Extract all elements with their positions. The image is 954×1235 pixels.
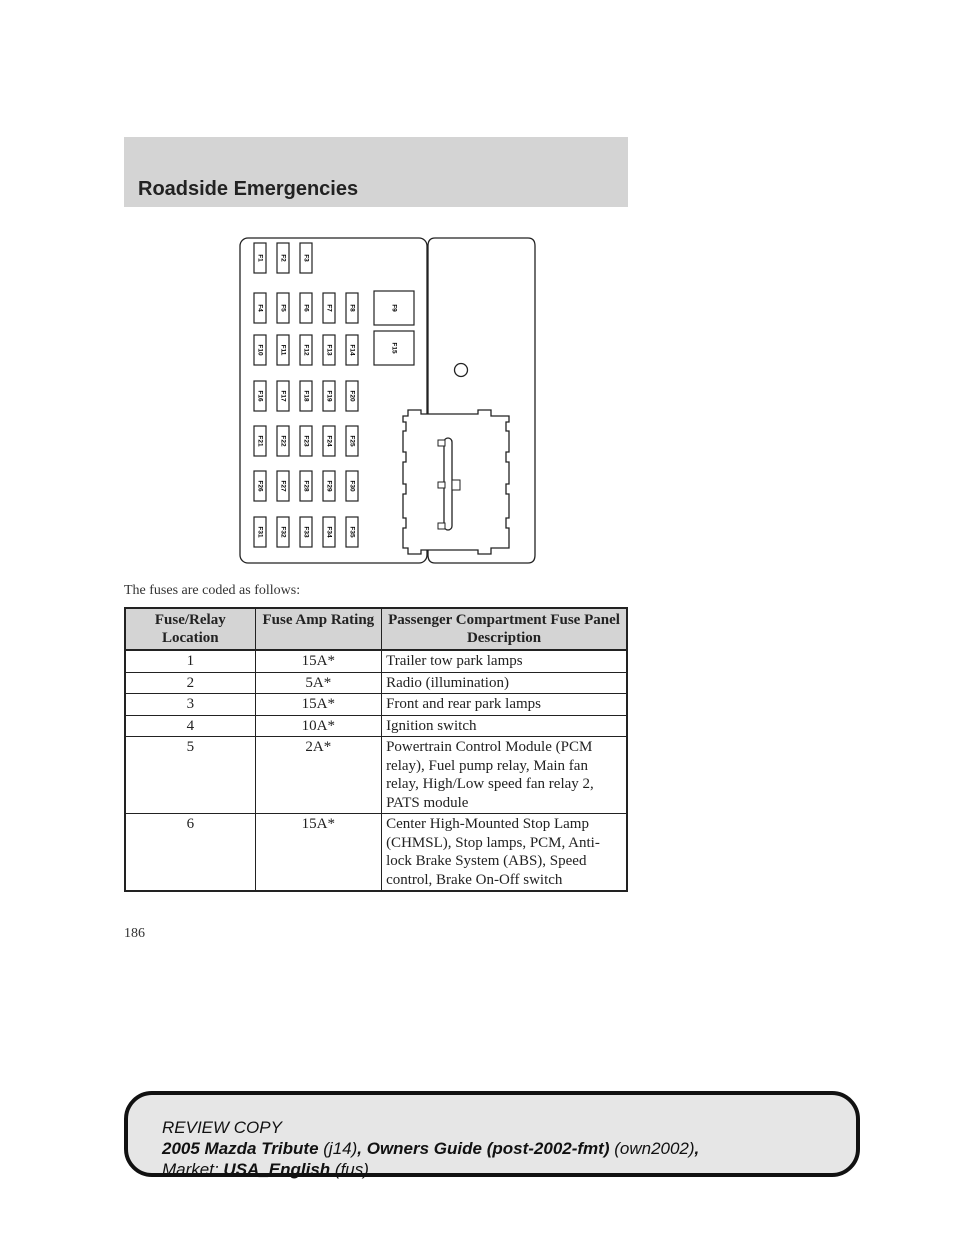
fuse-slot [323, 335, 335, 365]
fuse-label: F27 [279, 480, 287, 492]
connector-pin [438, 523, 445, 529]
fuse-table [124, 607, 628, 892]
fuse-slot [254, 335, 266, 365]
page-number: 186 [124, 926, 145, 941]
fuse-label: F28 [302, 480, 310, 492]
fuse-slot [346, 471, 358, 501]
fuse-slot [277, 243, 289, 273]
fuse-label: F18 [302, 390, 310, 402]
cell-description: Radio (illumination) [382, 672, 627, 694]
fuse-label: F5 [279, 304, 287, 312]
review-copy-footer [124, 1091, 860, 1177]
header-description: Passenger Compartment Fuse Panel Description [382, 608, 627, 650]
section-title: Roadside Emergencies [138, 178, 359, 200]
market-code: (fus) [334, 1160, 369, 1179]
guide-name: , Owners Guide (post-2002-fmt) [357, 1139, 610, 1158]
table-row [125, 814, 627, 892]
table-row [125, 715, 627, 737]
fuse-slot [277, 335, 289, 365]
fuse-label: F12 [302, 344, 310, 356]
fuse-slot [254, 381, 266, 411]
relay-label: F9 [390, 304, 398, 312]
fuse-slot [323, 381, 335, 411]
intro-text: The fuses are coded as follows: [124, 583, 301, 598]
cell-location: 4 [125, 715, 255, 737]
header-rating: Fuse Amp Rating [255, 608, 381, 650]
fuse-label: F4 [256, 304, 264, 312]
cell-rating: 15A* [255, 814, 381, 892]
relay-slot [374, 291, 414, 325]
fuse-label: F22 [279, 435, 287, 447]
guide-code: (own2002) [614, 1139, 695, 1158]
fuse-slot [254, 517, 266, 547]
fuse-slot [254, 243, 266, 273]
table-row [125, 737, 627, 814]
fuse-slot [323, 471, 335, 501]
fuse-label: F16 [256, 390, 264, 402]
mounting-hole [455, 364, 468, 377]
fuse-slot [300, 517, 312, 547]
table-row [125, 672, 627, 694]
fuse-label: F33 [302, 526, 310, 538]
fuse-slot [300, 335, 312, 365]
fuse-label: F13 [325, 344, 333, 356]
fuse-label: F21 [256, 435, 264, 447]
connector-pin [438, 482, 445, 488]
cell-description: Powertrain Control Module (PCM relay), Fuel pump relay, Main fan relay, High/Low speed fan relay 2, PATS module [382, 737, 627, 814]
fuse-label: F23 [302, 435, 310, 447]
cell-description: Front and rear park lamps [382, 694, 627, 716]
cell-location: 6 [125, 814, 255, 892]
header-location: Fuse/Relay Location [125, 608, 255, 650]
cell-location: 2 [125, 672, 255, 694]
fuse-label: F31 [256, 526, 264, 538]
cell-location: 5 [125, 737, 255, 814]
fuse-slot [346, 426, 358, 456]
footer-comma: , [694, 1139, 700, 1158]
fuse-label: F25 [348, 435, 356, 447]
fuse-slot [277, 471, 289, 501]
model-code: (j14) [323, 1139, 358, 1158]
fuse-label: F32 [279, 526, 287, 538]
cell-description: Ignition switch [382, 715, 627, 737]
fuse-slot [277, 381, 289, 411]
market-label: Market: [162, 1160, 219, 1179]
fuse-label: F14 [348, 344, 356, 356]
fuse-label: F6 [302, 304, 310, 312]
cell-rating: 15A* [255, 650, 381, 672]
relay-slot [374, 331, 414, 365]
fuse-slot [277, 293, 289, 323]
market-value: USA_English [223, 1160, 331, 1179]
fuse-slot [323, 293, 335, 323]
fuse-slot [300, 293, 312, 323]
relay-label: F15 [390, 342, 398, 354]
connector-pin [438, 440, 445, 446]
fuse-label: F8 [348, 304, 356, 312]
cell-description: Trailer tow park lamps [382, 650, 627, 672]
fuse-slot [346, 381, 358, 411]
fuse-slot [277, 517, 289, 547]
fuse-label: F26 [256, 480, 264, 492]
fuse-slot [254, 293, 266, 323]
cell-location: 3 [125, 694, 255, 716]
review-copy-label: REVIEW COPY [162, 1118, 282, 1137]
fuse-slot [323, 517, 335, 547]
cell-description: Center High-Mounted Stop Lamp (CHMSL), Stop lamps, PCM, Anti-lock Brake System (ABS), Speed control, Brake On-Off switch [382, 814, 627, 892]
fuse-slot [300, 243, 312, 273]
fuse-slot [300, 471, 312, 501]
fuse-slot [277, 426, 289, 456]
fuse-label: F17 [279, 390, 287, 402]
fuse-label: F10 [256, 344, 264, 356]
table-row [125, 650, 627, 672]
fuse-label: F3 [302, 254, 310, 262]
fuse-label: F11 [279, 344, 287, 356]
cell-rating: 5A* [255, 672, 381, 694]
model-name: 2005 Mazda Tribute [162, 1139, 319, 1158]
fuse-label: F29 [325, 480, 333, 492]
connector-pin [452, 480, 460, 490]
fuse-slot [346, 335, 358, 365]
fuse-label: F24 [325, 435, 333, 447]
fuse-slot [254, 426, 266, 456]
fuse-label: F20 [348, 390, 356, 402]
fuse-label: F2 [279, 254, 287, 262]
fuse-panel-diagram [238, 236, 538, 566]
cell-location: 1 [125, 650, 255, 672]
table-header-row [125, 608, 627, 650]
cell-rating: 2A* [255, 737, 381, 814]
fuse-slot [346, 293, 358, 323]
section-header [124, 137, 628, 207]
cell-rating: 10A* [255, 715, 381, 737]
fuse-slot [323, 426, 335, 456]
fuse-label: F34 [325, 526, 333, 538]
fuse-slot [300, 381, 312, 411]
footer-text [162, 1117, 699, 1180]
fuse-slot [254, 471, 266, 501]
cell-rating: 15A* [255, 694, 381, 716]
fuse-label: F19 [325, 390, 333, 402]
fuse-slot [300, 426, 312, 456]
fuse-slot [346, 517, 358, 547]
fuse-label: F35 [348, 526, 356, 538]
table-row [125, 694, 627, 716]
fuse-label: F7 [325, 304, 333, 312]
fuse-label: F30 [348, 480, 356, 492]
fuse-label: F1 [256, 254, 264, 262]
